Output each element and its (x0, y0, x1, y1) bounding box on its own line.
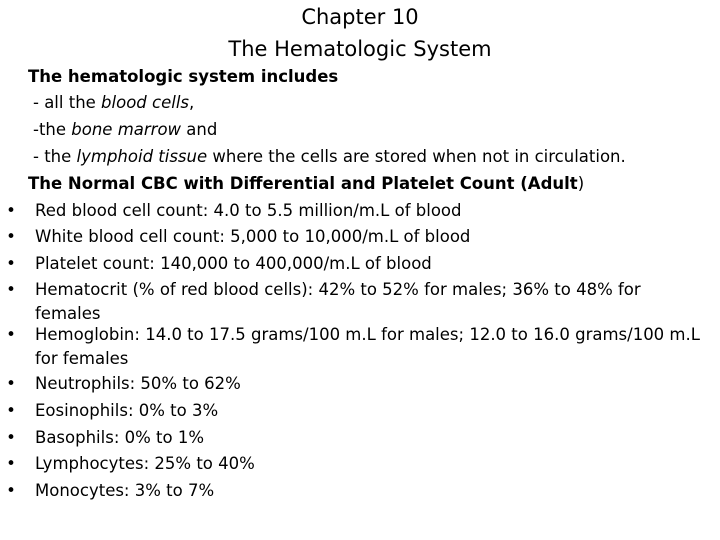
bullet-icon: • (6, 254, 16, 273)
bullet-icon: • (6, 428, 16, 447)
marrow-prefix: -the (33, 120, 72, 139)
list-item-text: White blood cell count: 5,000 to 10,000/m.L of blood (35, 227, 471, 246)
blood-prefix: - all the (33, 93, 102, 112)
intro-blood-cells (33, 91, 194, 115)
bullet-icon: • (6, 325, 16, 344)
bullet-icon: • (6, 454, 16, 473)
list-item-text: Platelet count: 140,000 to 400,000/m.L of blood (35, 254, 432, 273)
bullet-icon: • (6, 280, 16, 299)
title-line-1: Chapter 10 (301, 5, 419, 29)
list-item-text: Basophils: 0% to 1% (35, 428, 205, 447)
bullet-icon: • (6, 401, 16, 420)
list-item-text: Hematocrit (% of red blood cells): 42% to 52% for males; 36% to 48% for females (35, 280, 641, 323)
cbc-heading-text: The Normal CBC with Differential and Platelet Count (Adult (28, 174, 578, 193)
intro-heading: The hematologic system includes (28, 67, 339, 86)
bullet-icon: • (6, 374, 16, 393)
list-item-text: Neutrophils: 50% to 62% (35, 374, 241, 393)
lymphoid-tissue-term: lymphoid tissue (76, 147, 208, 166)
bullet-icon: • (6, 201, 16, 220)
list-item-text: Monocytes: 3% to 7% (35, 481, 215, 500)
list-item-text: Lymphocytes: 25% to 40% (35, 454, 255, 473)
title-line-2: The Hematologic System (228, 37, 492, 61)
list-item-text: Red blood cell count: 4.0 to 5.5 million/m.L of blood (35, 201, 462, 220)
list-item-text: Eosinophils: 0% to 3% (35, 401, 219, 420)
blood-suffix: , (189, 93, 195, 112)
intro-lymphoid-tissue (33, 145, 626, 169)
list-item-text: Hemoglobin: 14.0 to 17.5 grams/100 m.L for males; 12.0 to 16.0 grams/100 m.L for females (35, 325, 700, 368)
marrow-suffix: and (181, 120, 218, 139)
lymph-suffix: where the cells are stored when not in circulation. (207, 147, 626, 166)
lymph-prefix: - the (33, 147, 77, 166)
bullet-icon: • (6, 227, 16, 246)
blood-cells-term: blood cells (101, 93, 190, 112)
bullet-icon: • (6, 481, 16, 500)
bone-marrow-term: bone marrow (71, 120, 182, 139)
cbc-heading-close: ) (577, 174, 585, 193)
intro-bone-marrow (33, 118, 217, 142)
cbc-heading (28, 172, 584, 196)
